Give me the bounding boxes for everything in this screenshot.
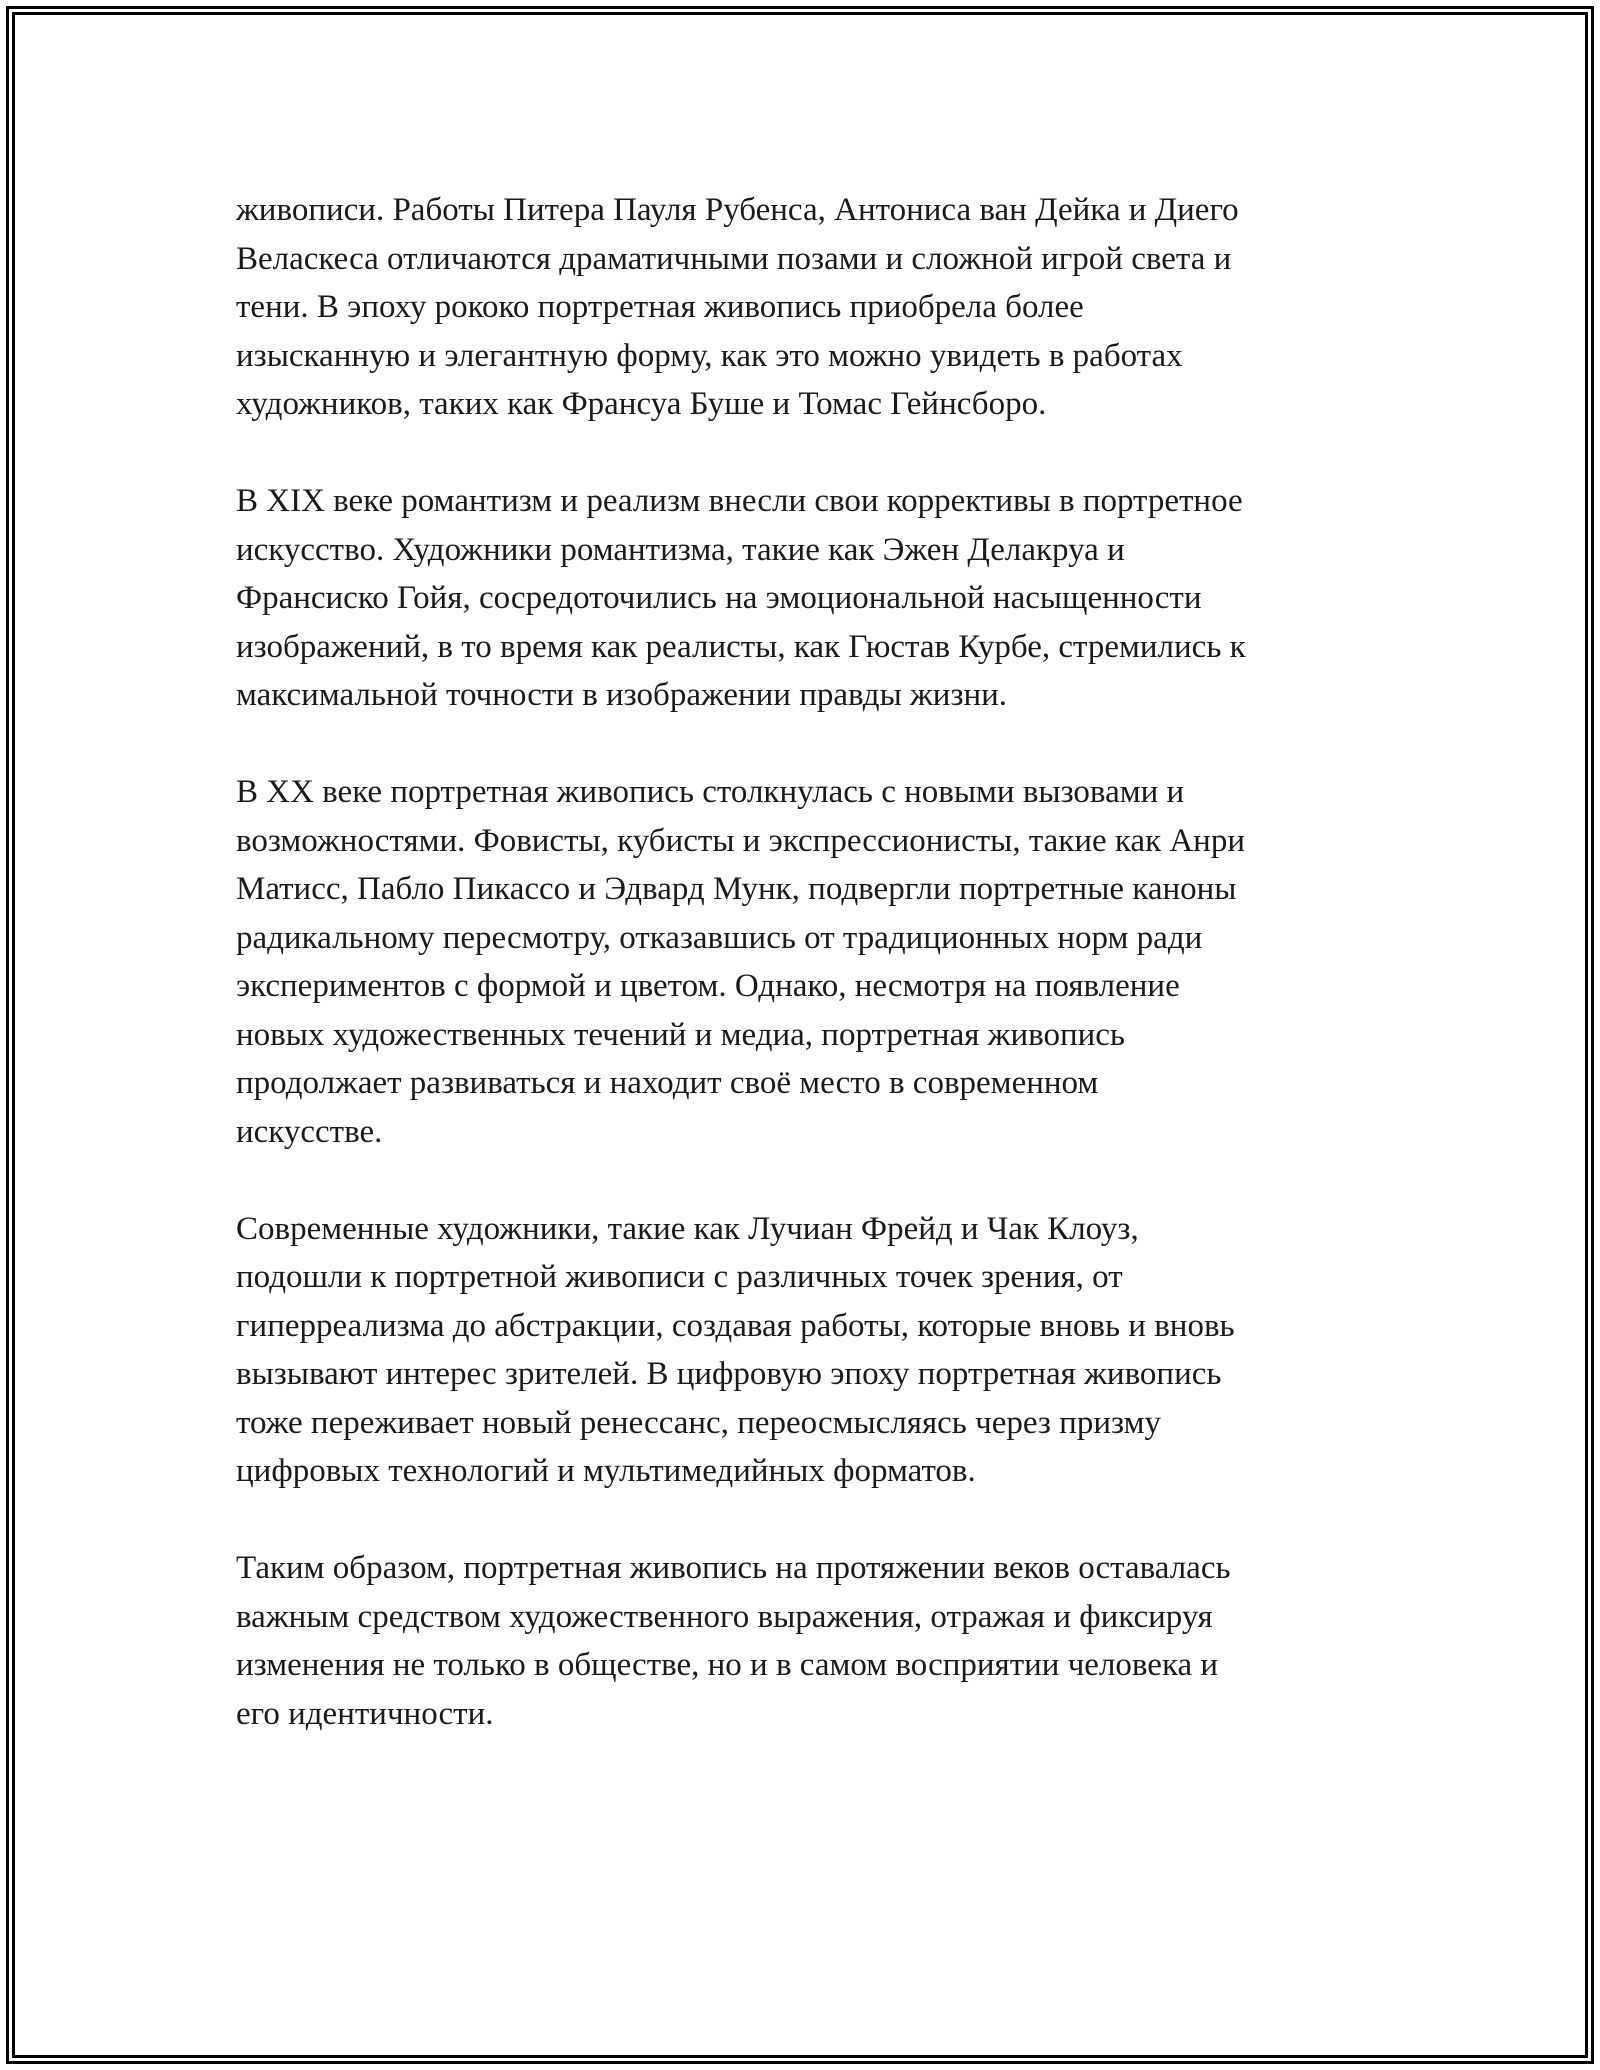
text-line: его идентичности. <box>236 1695 494 1732</box>
text-line: В XX веке портретная живопись столкнулась с новыми вызовами и <box>236 774 1185 810</box>
paragraph-baroque-rococo <box>236 186 1396 429</box>
text-line: радикальному пересмотру, отказавшись от традиционных норм ради <box>236 919 1203 956</box>
text-line: важным средством художественного выражения, отражая и фиксируя <box>236 1598 1213 1635</box>
text-line: Современные художники, такие как Лучиан Фрейд и Чак Клоуз, <box>236 1210 1139 1247</box>
text-line: вызывают интерес зрителей. В цифровую эпоху портретная живопись <box>236 1356 1222 1392</box>
text-line: изменения не только в обществе, но и в самом восприятии человека и <box>236 1647 1219 1683</box>
text-line: Франсиско Гойя, сосредоточились на эмоциональной насыщенности <box>236 580 1202 616</box>
text-line: изображений, в то время как реалисты, как Гюстав Курбе, стремились к <box>236 628 1246 665</box>
text-line: изысканную и элегантную форму, как это можно увидеть в работах <box>236 337 1183 374</box>
text-line: цифровых технологий и мультимедийных форматов. <box>236 1453 976 1489</box>
text-line: возможностями. Фовисты, кубисты и экспрессионисты, такие как Анри <box>236 822 1245 859</box>
text-line: Матисс, Пабло Пикассо и Эдвард Мунк, подвергли портретные каноны <box>236 871 1237 907</box>
paragraph-contemporary <box>236 1205 1396 1496</box>
text-line: экспериментов с формой и цветом. Однако, несмотря на появление <box>236 968 1180 1004</box>
text-line: максимальной точности в изображении правды жизни. <box>236 677 1008 713</box>
paragraph-conclusion <box>236 1544 1396 1738</box>
text-line: искусство. Художники романтизма, такие как Эжен Делакруа и <box>236 531 1125 568</box>
text-line: Веласкеса отличаются драматичными позами и сложной игрой света и <box>236 240 1232 277</box>
text-line: тени. В эпоху рококо портретная живопись приобрела более <box>236 289 1084 325</box>
text-line: тоже переживает новый ренессанс, переосмысляясь через призму <box>236 1404 1161 1441</box>
text-line: искусстве. <box>236 1113 383 1150</box>
paragraph-20th-century <box>236 768 1396 1156</box>
text-line: подошли к портретной живописи с различных точек зрения, от <box>236 1259 1123 1295</box>
text-line: гиперреализма до абстракции, создавая работы, которые вновь и вновь <box>236 1307 1235 1344</box>
text-line: живописи. Работы Питера Пауля Рубенса, Антониса ван Дейка и Диего <box>236 192 1239 228</box>
text-line: продолжает развиваться и находит своё место в современном <box>236 1065 1099 1101</box>
text-line: Таким образом, портретная живопись на протяжении веков оставалась <box>236 1550 1231 1586</box>
text-line: новых художественных течений и медиа, портретная живопись <box>236 1016 1125 1053</box>
text-line: художников, таких как Франсуа Буше и Томас Гейнсборо. <box>236 386 1047 422</box>
document-body <box>236 186 1396 1787</box>
text-line: В XIX веке романтизм и реализм внесли свои коррективы в портретное <box>236 483 1243 519</box>
paragraph-19th-century <box>236 477 1396 720</box>
